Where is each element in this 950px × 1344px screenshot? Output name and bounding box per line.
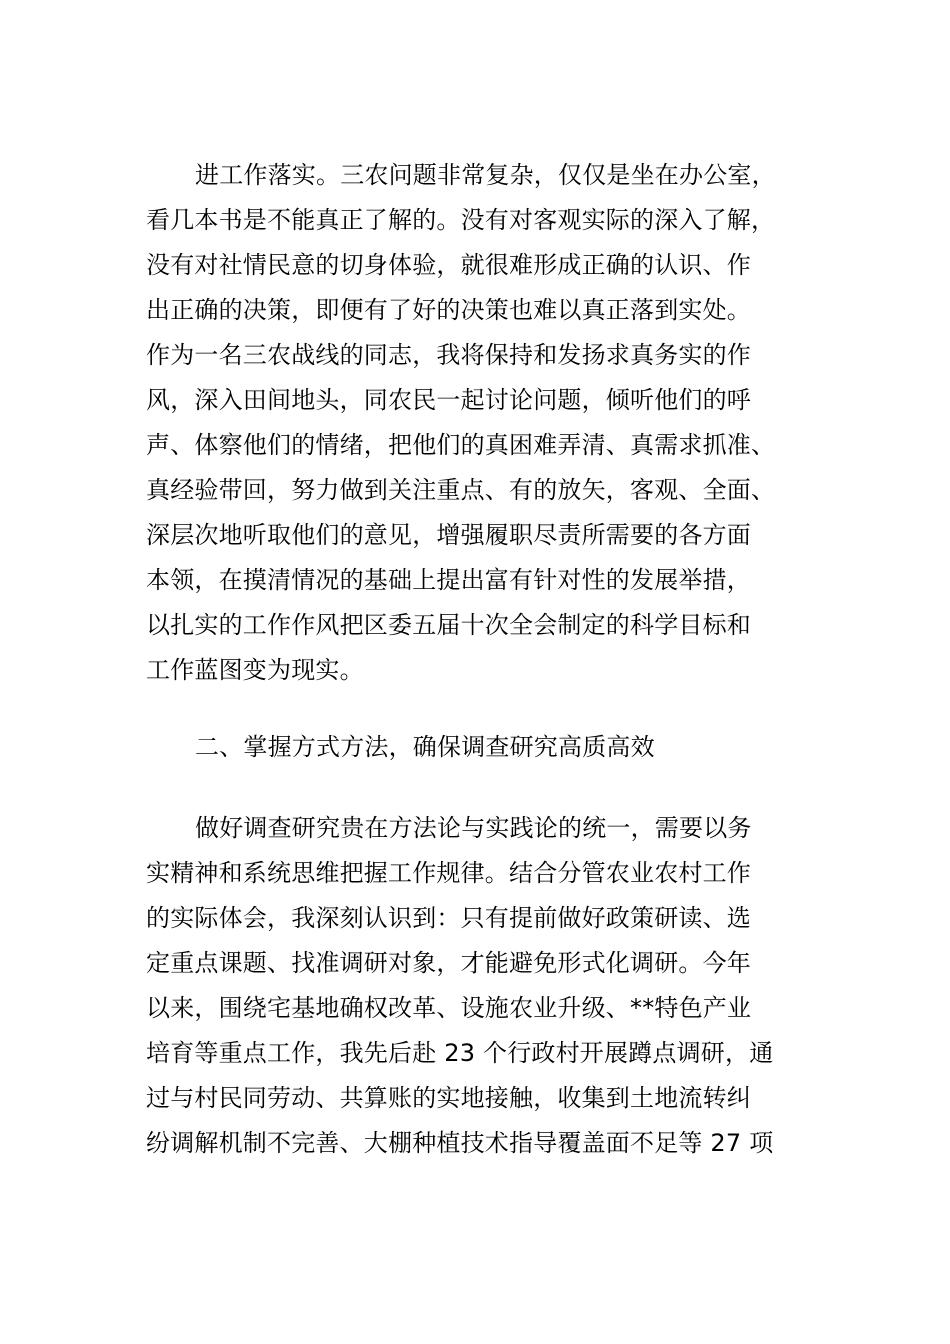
paragraph-1-line-11: 以扎实的工作作风把区委五届十次全会制定的科学目标和 xyxy=(146,611,751,639)
paragraph-1-line-1: 进工作落实。三农问题非常复杂，仅仅是坐在办公室， xyxy=(195,161,776,189)
paragraph-1-line-6: 风，深入田间地头，同农民一起讨论问题，倾听他们的呼 xyxy=(146,386,751,414)
section-heading: 二、掌握方式方法，确保调查研究高质高效 xyxy=(195,733,655,761)
paragraph-2-line-7: 过与村民同劳动、共算账的实地接触，收集到土地流转纠 xyxy=(146,1084,751,1112)
paragraph-1-line-3: 没有对社情民意的切身体验，就很难形成正确的认识、作 xyxy=(146,251,751,279)
paragraph-1-line-2: 看几本书是不能真正了解的。没有对客观实际的深入了解， xyxy=(146,206,776,234)
paragraph-1-line-10: 本领，在摸清情况的基础上提出富有针对性的发展举措， xyxy=(146,566,751,594)
paragraph-1-line-9: 深层次地听取他们的意见，增强履职尽责所需要的各方面 xyxy=(146,521,751,549)
paragraph-2-line-2: 实精神和系统思维把握工作规律。结合分管农业农村工作 xyxy=(146,859,751,887)
paragraph-1-line-7: 声、体察他们的情绪，把他们的真困难弄清、真需求抓准、 xyxy=(146,431,776,459)
paragraph-1-line-5: 作为一名三农战线的同志，我将保持和发扬求真务实的作 xyxy=(146,341,751,369)
paragraph-1-line-12: 工作蓝图变为现实。 xyxy=(146,656,364,684)
paragraph-2-line-4: 定重点课题、找准调研对象，才能避免形式化调研。今年 xyxy=(146,949,751,977)
paragraph-2-line-5: 以来，围绕宅基地确权改革、设施农业升级、**特色产业 xyxy=(146,994,752,1022)
paragraph-2-line-8: 纷调解机制不完善、大棚种植技术指导覆盖面不足等 27 项 xyxy=(146,1129,774,1157)
paragraph-1-line-4: 出正确的决策，即便有了好的决策也难以真正落到实处。 xyxy=(146,296,751,324)
paragraph-2-line-1: 做好调查研究贵在方法论与实践论的统一，需要以务 xyxy=(195,814,752,842)
paragraph-2-line-6: 培育等重点工作，我先后赴 23 个行政村开展蹲点调研，通 xyxy=(146,1039,774,1067)
paragraph-2-line-3: 的实际体会，我深刻认识到：只有提前做好政策研读、选 xyxy=(146,904,751,932)
paragraph-1-line-8: 真经验带回，努力做到关注重点、有的放矢，客观、全面、 xyxy=(146,476,776,504)
